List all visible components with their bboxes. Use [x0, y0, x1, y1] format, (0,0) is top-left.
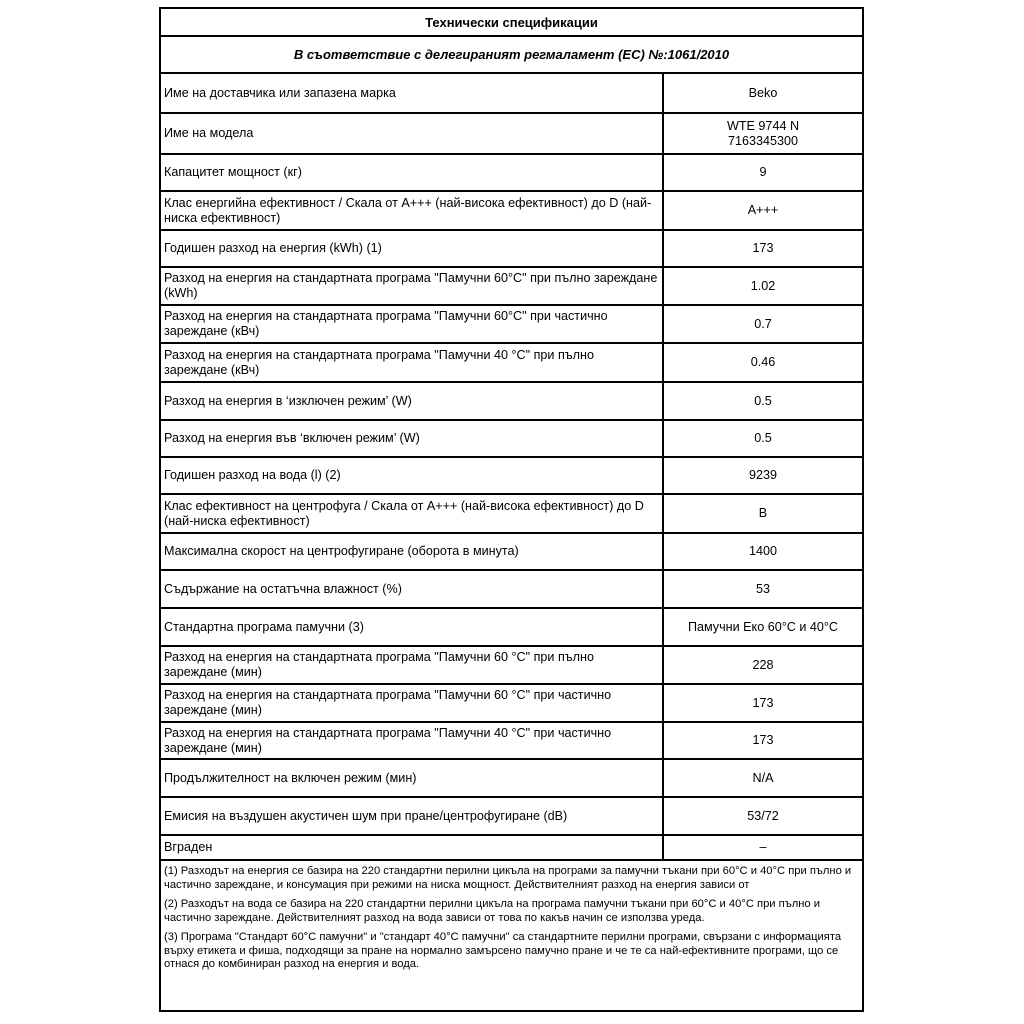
spec-label: Име на модела — [161, 114, 664, 153]
spec-value: 53 — [755, 581, 770, 596]
table-row — [161, 685, 862, 723]
spec-label: Годишен разход на вода (l) (2) — [161, 458, 664, 493]
table-row — [161, 609, 862, 647]
table-title: Технически спецификации — [161, 9, 862, 37]
spec-label: Стандартна програма памучни (3) — [161, 609, 664, 645]
table-row — [161, 344, 862, 383]
spec-value: Beko — [748, 85, 778, 100]
spec-value: 173 — [752, 733, 774, 747]
table-row — [161, 192, 862, 231]
table-row — [161, 798, 862, 836]
table-row — [161, 647, 862, 685]
table-row — [161, 268, 862, 306]
spec-value: 0.5 — [754, 393, 772, 408]
spec-label: Разход на енергия на стандартната програма "Памучни 60 °C" при частично зареждане (мин) — [161, 685, 664, 721]
spec-value: 0.5 — [754, 431, 772, 445]
footnote-2: (2) Разходът на вода се базира на 220 стандартни перилни цикъла на програма памучни тъкани при 60°C и 40°C при пълно и частично зареждане. Действителният разход на вода зависи от това по какъв начин се използва уреда. — [164, 898, 820, 924]
spec-label: Клас енергийна ефективност / Скала от A+++ (най-висока ефективност) до D (най-ниска ефективност) — [161, 192, 664, 229]
spec-label: Разход на енергия на стандартната програма "Памучни 60°C" при частично зареждане (кВч) — [161, 306, 664, 342]
spec-value: B — [758, 506, 768, 520]
spec-value: 228 — [752, 657, 774, 672]
spec-value: 9239 — [748, 468, 778, 482]
table-row — [161, 723, 862, 760]
spec-label: Капацитет мощност (кг) — [161, 155, 664, 190]
spec-value: N/A — [752, 770, 774, 785]
spec-label: Клас ефективност на центрофуга / Скала от A+++ (най-висока ефективност) до D (най-ниска ефективност) — [161, 495, 664, 532]
footnote-1: (1) Разходът на енергия се базира на 220 стандартни перилни цикъла на програми за памучни тъкани при 60°C и 40°C при пълно и частично зареждане, и консумация при режими на ниска мощност. Действителният разход на енергия зависи от — [164, 865, 852, 891]
table-row — [161, 74, 862, 114]
table-row — [161, 155, 862, 192]
spec-value: Памучни Еко 60°C и 40°C — [687, 619, 839, 634]
table-row — [161, 421, 862, 458]
spec-value: 1.02 — [750, 278, 776, 293]
spec-label: Продължителност на включен режим (мин) — [161, 760, 664, 796]
table-row — [161, 760, 862, 798]
footnotes — [161, 861, 862, 978]
table-row — [161, 114, 862, 155]
spec-label: Съдържание на остатъчна влажност (%) — [161, 571, 664, 607]
spec-label: Разход на енергия на стандартната програма "Памучни 40 °C" при пълно зареждане (кВч) — [161, 344, 664, 381]
spec-label: Име на доставчика или запазена марка — [161, 74, 664, 112]
table-row — [161, 231, 862, 268]
spec-value: 0.46 — [750, 355, 776, 369]
spec-label: Вграден — [161, 836, 664, 859]
spec-label: Разход на енергия на стандартната програма "Памучни 60 °C" при пълно зареждане (мин) — [161, 647, 664, 683]
spec-value: 53/72 — [747, 808, 779, 823]
spec-label: Разход на енергия във ‘включен режим’ (W) — [161, 421, 664, 456]
table-row — [161, 534, 862, 571]
table-row — [161, 495, 862, 534]
spec-value: WTE 9744 N 7163345300 — [726, 118, 800, 148]
spec-label: Годишен разход на енергия (kWh) (1) — [161, 231, 664, 266]
spec-value: 173 — [752, 695, 774, 710]
spec-label: Максимална скорост на центрофугиране (оборота в минута) — [161, 534, 664, 569]
spec-label: Разход на енергия на стандартната програма "Памучни 40 °C" при частично зареждане (мин) — [161, 723, 664, 758]
footnote-3: (3) Програма "Стандарт 60°C памучни" и "стандарт 40°C памучни" са стандартните перилни програми, свързани с информацията върху етикета и фиша, подходящи за пране на нормално замърсено памучно пране и че те са най-ефективните програми, що се отнася до комбиниран разход на енергия и вода. — [164, 931, 842, 970]
table-row — [161, 836, 862, 861]
spec-value: 173 — [752, 241, 774, 255]
table-row — [161, 306, 862, 344]
spec-label: Разход на енергия в ‘изключен режим’ (W) — [161, 383, 664, 419]
spec-value: 1400 — [748, 544, 778, 558]
table-row — [161, 383, 862, 421]
spec-label: Разход на енергия на стандартната програма "Памучни 60°C" при пълно зареждане (kWh) — [161, 268, 664, 304]
table-row — [161, 571, 862, 609]
spec-value: A+++ — [747, 203, 779, 217]
table-subtitle: В съответствие с делегираният регмаламент (ЕС) №:1061/2010 — [161, 37, 862, 74]
spec-sheet — [159, 7, 864, 1012]
spec-value: 0.7 — [754, 316, 772, 331]
table-row — [161, 458, 862, 495]
spec-label: Емисия на въздушен акустичен шум при пране/центрофугиране (dB) — [161, 798, 664, 834]
spec-value: 9 — [759, 165, 767, 179]
spec-value: – — [759, 840, 767, 854]
